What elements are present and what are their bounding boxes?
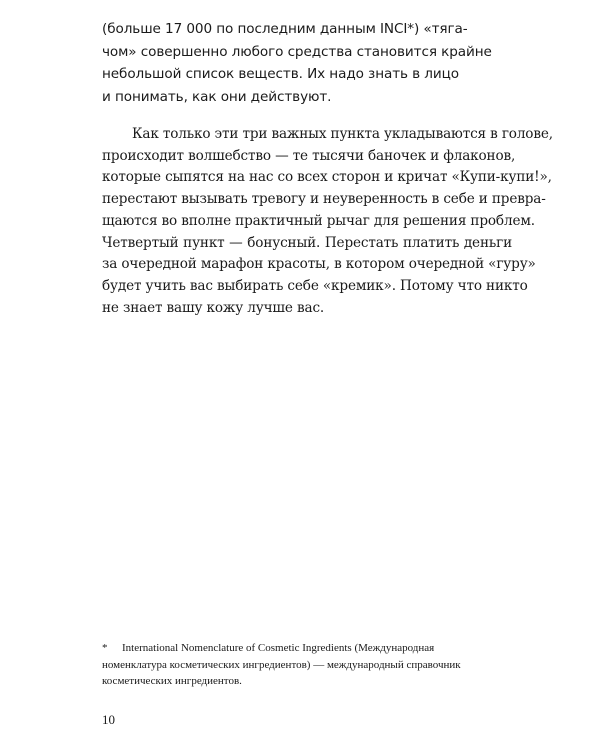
text-line: и понимать, как они действуют. [102, 88, 332, 105]
text-line: перестают вызывать тревогу и неуверенность в себе и превра- [102, 191, 546, 208]
text-line: Как только эти три важных пункта укладываются в голове, [132, 126, 553, 142]
text-line: которые сыпятся на нас со всех сторон и кричат «Купи-купи!», [102, 169, 552, 186]
page-number: 10 [102, 712, 115, 727]
text-line: будет учить вас выбирать себе «кремик». Потому что никто [102, 277, 528, 294]
text-line: (больше 17 000 по последним данным INCI*) «тяга- [102, 21, 468, 37]
text-line: не знает вашу кожу лучше вас. [102, 299, 325, 316]
text-line: щаются во вполне практичный рычаг для решения проблем. [102, 212, 535, 229]
text-line: за очередной марафон красоты, в котором очередной «гуру» [102, 256, 536, 273]
footnote-line [102, 640, 512, 657]
text-line: происходит волшебство — те тысячи баночек и флаконов, [102, 147, 516, 164]
footnote-line: номенклатура косметических ингредиентов) — международный справочник [102, 658, 461, 671]
text-line: чом» совершенно любого средства становится крайне [102, 43, 492, 60]
footnote-marker: * [102, 642, 108, 654]
footnote-line: косметических ингредиентов. [102, 675, 242, 687]
footnote-text: International Nomenclature of Cosmetic Ingredients (Международная [122, 642, 435, 654]
intro-paragraph [102, 18, 512, 108]
footnote [102, 640, 512, 690]
main-paragraph [102, 124, 553, 319]
text-line: Четвертый пункт — бонусный. Перестать платить деньги [102, 234, 512, 251]
text-line: небольшой список веществ. Их надо знать в лицо [102, 66, 459, 82]
